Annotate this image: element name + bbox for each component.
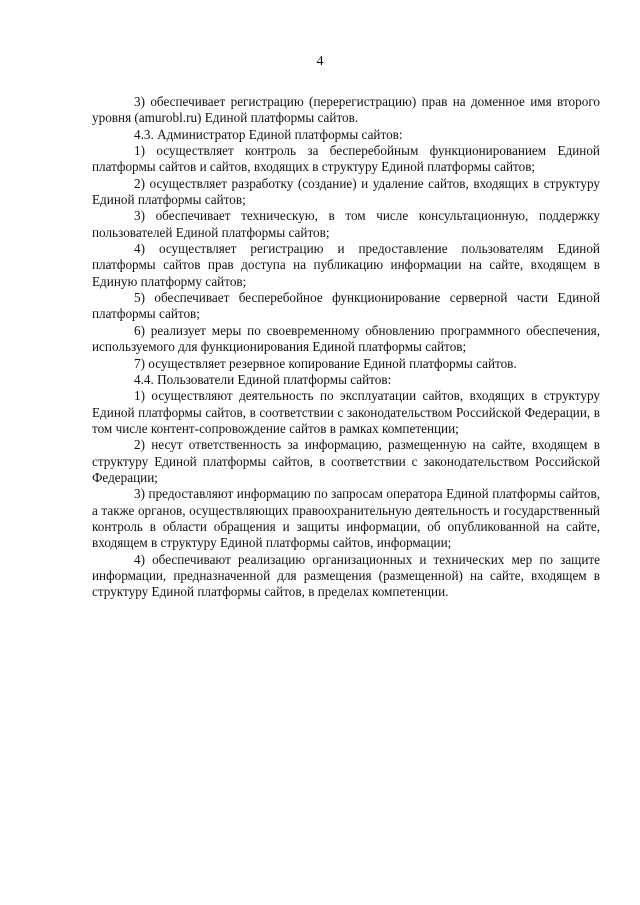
- paragraph-4-3-item-5: 5) обеспечивает бесперебойное функционирование серверной части Единой платформы сайтов;: [92, 290, 600, 322]
- paragraph-4-3-item-2: 2) осуществляет разработку (создание) и удаление сайтов, входящих в структуру Единой платформы сайтов;: [92, 175, 600, 208]
- paragraph-4-3-item-3: 3) обеспечивает техническую, в том числе консультационную, поддержку пользователей Единой платформы сайтов;: [92, 208, 600, 240]
- section-heading-4-3: 4.3. Администратор Единой платформы сайтов:: [134, 126, 403, 142]
- page-number: 4: [316, 54, 324, 69]
- paragraph-4-4-item-1: 1) осуществляют деятельность по эксплуатации сайтов, входящих в структуру Единой платформы сайтов, в соответствии с законодательством Российской Федерации, в том числе контент-сопровождение сайтов в рамках компетенции;: [92, 388, 600, 436]
- paragraph-4-4-item-4: 4) обеспечивают реализацию организационных и технических мер по защите информации, предназначенной для размещения (размещенной) на сайте, входящем в структуру Единой платформы сайтов, в пределах компетенции.: [92, 551, 600, 600]
- paragraph-4-3-item-6: 6) реализует меры по своевременному обновлению программного обеспечения, используемого для функционирования Единой платформы сайтов;: [92, 322, 600, 355]
- paragraph-4-4-item-2: 2) несут ответственность за информацию, размещенную на сайте, входящем в структуру Единой платформы сайтов, в соответствии с законодательством Российской Федерации;: [92, 437, 600, 485]
- document-body: [92, 94, 600, 601]
- paragraph-4-3-item-1: 1) осуществляет контроль за бесперебойным функционированием Единой платформы сайтов и сайтов, входящих в структуру Единой платформы сайтов;: [92, 143, 600, 175]
- paragraph-3-domain-registration: 3) обеспечивает регистрацию (перерегистрацию) прав на доменное имя второго уровня (amurobl.ru) Единой платформы сайтов.: [92, 94, 600, 126]
- paragraph-4-4-item-3: 3) предоставляют информацию по запросам оператора Единой платформы сайтов, а также органов, осуществляющих правоохранительную деятельность и государственный контроль в области обращения и защиты информации, об опубликованной на сайте, входящем в структуру Единой платформы сайтов, информации;: [92, 486, 600, 551]
- paragraph-4-3-item-7: 7) осуществляет резервное копирование Единой платформы сайтов.: [134, 355, 517, 371]
- section-heading-4-4: 4.4. Пользователи Единой платформы сайтов:: [134, 371, 392, 387]
- paragraph-4-3-item-4: 4) осуществляет регистрацию и предоставление пользователям Единой платформы сайтов прав доступа на публикацию информации на сайте, входящем в Единую платформу сайтов;: [92, 241, 600, 289]
